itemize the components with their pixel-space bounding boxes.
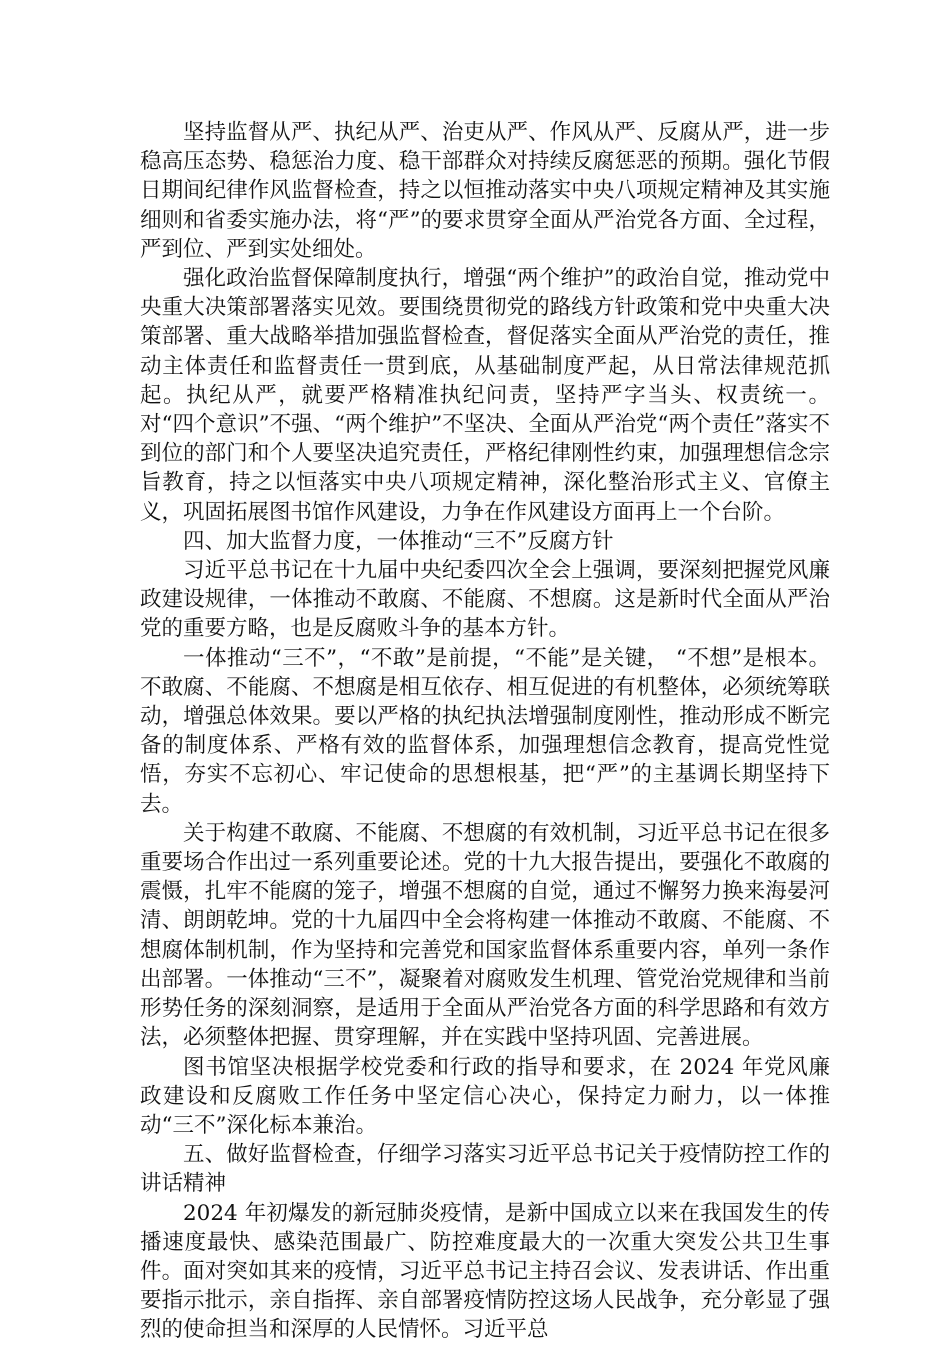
paragraph-three-nots: 一体推动“三不”，“不敢”是前提，“不能”是关键， “不想”是根本。不敢腐、不能腐、不想腐是相互依存、相互促进的有机整体，必须统筹联动，增强总体效果。要以严格的执纪执法增强制度刚性，推动形成不断完备的制度体系、严格有效的监督体系，加强理想信念教育，提高党性觉悟，夯实不忘初心、牢记使命的思想根基，把“严”的主基调长期坚持下去。 bbox=[140, 645, 830, 817]
paragraph-supervision-strict: 坚持监督从严、执纪从严、治吏从严、作风从严、反腐从严，进一步稳高压态势、稳惩治力度、稳干部群众对持续反腐惩恶的预期。强化节假日期间纪律作风监督检查，持之以恒推动落实中央八项规定精神及其实施细则和省委实施办法，将“严”的要求贯穿全面从严治党各方面、全过程，严到位、严到实处细处。 bbox=[140, 120, 830, 262]
paragraph-political-supervision: 强化政治监督保障制度执行，增强“两个维护”的政治自觉，推动党中央重大决策部署落实见效。要围绕贯彻党的路线方针政策和党中央重大决策部署、重大战略举措加强监督检查，督促落实全面从严治党的责任，推动主体责任和监督责任一贯到底，从基础制度严起，从日常法律规范抓起。执纪从严，就要严格精准执纪问责，坚持严字当头、权责统一。对“四个意识”不强、“两个维护”不坚决、全面从严治党“两个责任”落实不到位的部门和个人要坚决追究责任，严格纪律刚性约束，加强理想信念宗旨教育，持之以恒落实中央八项规定精神，深化整治形式主义、官僚主义，巩固拓展图书馆作风建设，力争在作风建设方面再上一个台阶。 bbox=[140, 266, 830, 525]
section-heading-four: 四、加大监督力度，一体推动“三不”反腐方针 bbox=[183, 528, 614, 554]
paragraph-mechanism: 关于构建不敢腐、不能腐、不想腐的有效机制，习近平总书记在很多重要场合作出过一系列重要论述。党的十九大报告提出，要强化不敢腐的震慑，扎牢不能腐的笼子，增强不想腐的自觉，通过不懈努力换来海晏河清、朗朗乾坤。党的十九届四中全会将构建一体推动不敢腐、不能腐、不想腐体制机制，作为坚持和完善党和国家监督体系重要内容，单列一条作出部署。一体推动“三不”，凝聚着对腐败发生机理、管党治党规律和当前形势任务的深刻洞察，是适用于全面从严治党各方面的科学思路和有效方法，必须整体把握、贯穿理解，并在实践中坚持巩固、完善进展。 bbox=[140, 820, 830, 1051]
document-page bbox=[140, 118, 830, 1345]
section-heading-five: 五、做好监督检查，仔细学习落实习近平总书记关于疫情防控工作的讲话精神 bbox=[140, 1142, 830, 1197]
paragraph-epidemic: 2024 年初爆发的新冠肺炎疫情，是新中国成立以来在我国发生的传播速度最快、感染范围最广、防控难度最大的一次重大突发公共卫生事件。面对突如其来的疫情，习近平总书记主持召会议、发表讲话、作出重要指示批示，亲自指挥、亲自部署疫情防控这场人民战争，充分彰显了强烈的使命担当和深厚的人民情怀。习近平总 bbox=[140, 1200, 830, 1343]
paragraph-library-commitment: 图书馆坚决根据学校党委和行政的指导和要求，在 2024 年党风廉政建设和反腐败工作任务中坚定信心决心，保持定力耐力，以一体推动“三不”深化标本兼治。 bbox=[140, 1054, 830, 1138]
paragraph-xi-speech: 习近平总书记在十九届中央纪委四次全会上强调，要深刻把握党风廉政建设规律，一体推动不敢腐、不能腐、不想腐。这是新时代全面从严治党的重要方略，也是反腐败斗争的基本方针。 bbox=[140, 558, 830, 642]
